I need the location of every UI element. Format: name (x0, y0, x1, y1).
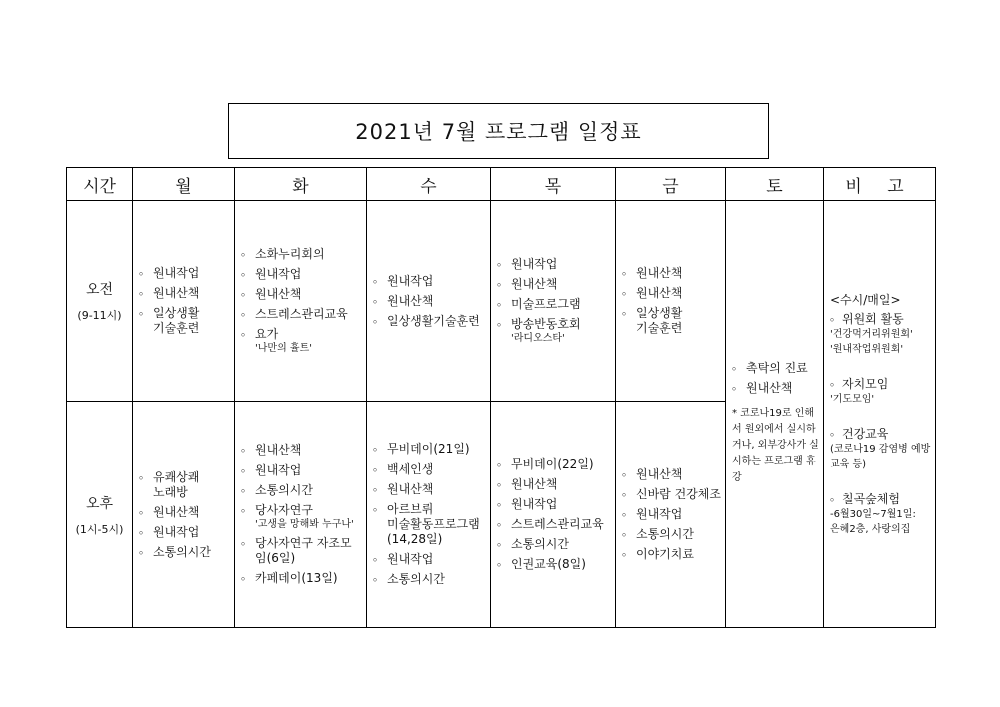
program-item (732, 381, 819, 396)
program-label: 원내산책 (511, 477, 558, 491)
cell-sat-am (726, 201, 824, 402)
header-thu: 목 (491, 168, 616, 201)
program-label: 원내산책 (636, 467, 683, 481)
program-label: 방송반동호회 (511, 317, 581, 331)
header-sat: 토 (726, 168, 824, 201)
program-item (497, 317, 611, 345)
program-label: 요가 (255, 327, 279, 341)
program-item (373, 552, 486, 567)
program-label: 원내작업 (255, 463, 302, 477)
program-item (139, 286, 230, 301)
program-label: 일상생활 기술훈련 (153, 306, 200, 335)
program-item (373, 572, 486, 587)
program-item (622, 547, 721, 562)
program-label: 신바람 건강체조 (636, 487, 721, 501)
slot-afternoon (67, 402, 133, 628)
cell-sat-pm (726, 402, 824, 628)
remarks-detail: '기도모임' (830, 393, 875, 405)
cell-thu-am (491, 201, 616, 402)
program-item (241, 307, 362, 322)
program-item (373, 314, 486, 329)
program-item (373, 442, 486, 457)
program-item (139, 266, 230, 281)
program-item (622, 306, 721, 336)
program-item (241, 571, 362, 586)
program-label: 이야기치료 (636, 547, 694, 561)
row-afternoon (67, 402, 936, 628)
remarks-detail: '원내작업위원회' (830, 343, 904, 355)
schedule-table (66, 167, 936, 628)
program-item (373, 294, 486, 309)
program-label: 무비데이(21일) (387, 442, 470, 456)
slot-morning (67, 201, 133, 402)
program-label: 인권교육(8일) (511, 557, 586, 571)
program-label: 소통의시간 (255, 483, 313, 497)
program-item (373, 502, 486, 547)
program-note: '나만의 휼트' (255, 343, 312, 354)
program-item (139, 470, 230, 500)
program-label: 소통의시간 (511, 537, 569, 551)
program-item (241, 287, 362, 302)
remarks-block (824, 292, 935, 537)
program-label: 일상생활기술훈련 (387, 313, 480, 328)
program-label: 원내산책 (255, 287, 302, 301)
program-item (139, 545, 230, 560)
cell-tue-am (235, 201, 367, 402)
remarks-detail: 은혜2층, 사랑의집 (830, 523, 911, 535)
covid-note: * 코로나19로 인해서 원외에서 실시하거나, 외부강사가 실시하는 프로그램 휴강 (732, 407, 819, 483)
header-row (67, 168, 936, 201)
program-label: 원내산책 (511, 277, 558, 291)
cell-thu-pm (491, 402, 616, 628)
cell-fri-am (616, 201, 726, 402)
program-item (241, 463, 362, 478)
remarks-detail: '건강먹거리위원회' (830, 328, 913, 340)
program-item (497, 257, 611, 272)
remarks-gap (830, 407, 931, 423)
program-label: 원내산책 (387, 293, 434, 308)
program-label: 당사자연구 (255, 503, 313, 517)
remarks-item: 。 위원회 활동 (830, 312, 931, 327)
program-item (241, 503, 362, 531)
program-label: 원내작업 (153, 524, 200, 539)
program-note: '고생을 망해봐 누구나' (255, 519, 354, 530)
slot-time: (9-11시) (77, 309, 122, 322)
program-label: 유쾌상쾌 노래방 (153, 469, 200, 499)
program-item (373, 462, 486, 477)
program-item (497, 277, 611, 292)
remarks-header: <수시/매일> (830, 292, 901, 307)
program-label: 무비데이(22일) (511, 457, 594, 471)
program-label: 카페데이(13일) (255, 571, 338, 585)
program-label: 원내작업 (255, 267, 302, 281)
program-item (497, 477, 611, 492)
program-item (241, 443, 362, 458)
program-label: 미술프로그램 (511, 297, 581, 311)
row-morning (67, 201, 936, 402)
remarks-detail: -6월30일~7월1일: (830, 508, 916, 520)
slot-name: 오후 (85, 495, 114, 512)
program-label: 소통의시간 (387, 572, 445, 586)
program-label: 원내작업 (511, 497, 558, 511)
program-item (497, 457, 611, 472)
slot-time: (1시-5시) (75, 522, 124, 536)
program-item (373, 482, 486, 497)
program-item (497, 297, 611, 312)
program-label: 촉탁의 진료 (746, 360, 808, 375)
program-item (139, 306, 230, 336)
program-label: 원내산책 (746, 380, 793, 395)
header-wed: 수 (367, 168, 491, 201)
program-label: 소통의시간 (636, 527, 694, 541)
header-remarks: 비 고 (824, 168, 936, 201)
program-item (373, 274, 486, 289)
program-label: 소통의시간 (153, 544, 211, 559)
cell-tue-pm (235, 402, 367, 628)
program-item (497, 497, 611, 512)
cell-mon-am (133, 201, 235, 402)
remarks-item: 。 칠곡숲체험 (830, 492, 931, 507)
remarks-detail: (코로나19 감염병 예방교육 등) (830, 443, 931, 470)
program-item (732, 361, 819, 376)
program-label: 아르브뤼 미술활동프로그램 (14,28일) (387, 502, 480, 546)
header-mon: 월 (133, 168, 235, 201)
program-item (622, 286, 721, 301)
program-item (497, 557, 611, 572)
remarks-item: 。 자치모임 (830, 377, 931, 392)
program-item (241, 483, 362, 498)
header-time: 시간 (67, 168, 133, 201)
program-label: 원내산책 (636, 266, 683, 280)
program-label: 당사자연구 자조모임(6일) (255, 536, 352, 565)
cell-remarks (824, 201, 936, 628)
cell-wed-pm (367, 402, 491, 628)
program-item (622, 266, 721, 281)
cell-fri-pm (616, 402, 726, 628)
program-label: 원내산책 (153, 504, 200, 519)
program-note: '라디오스타' (511, 333, 565, 344)
program-item (241, 247, 362, 262)
slot-name: 오전 (85, 282, 114, 298)
program-item (622, 487, 721, 502)
header-fri: 금 (616, 168, 726, 201)
cell-mon-pm (133, 402, 235, 628)
header-tue: 화 (235, 168, 367, 201)
program-label: 원내산책 (153, 286, 200, 300)
program-item (622, 467, 721, 482)
program-item (622, 527, 721, 542)
program-item (139, 525, 230, 540)
program-label: 원내작업 (387, 273, 434, 288)
program-label: 원내산책 (636, 286, 683, 300)
program-label: 원내작업 (387, 552, 434, 566)
program-label: 원내작업 (636, 507, 683, 521)
program-label: 원내작업 (511, 257, 558, 271)
program-label: 스트레스관리교육 (255, 307, 348, 321)
program-item (139, 505, 230, 520)
cell-wed-am (367, 201, 491, 402)
program-label: 백세인생 (387, 462, 434, 476)
remarks-gap (830, 357, 931, 373)
remarks-item: 。 건강교육 (830, 427, 931, 442)
program-label: 소화누리회의 (255, 247, 325, 261)
remarks-gap (830, 472, 931, 488)
program-label: 스트레스관리교육 (511, 517, 604, 531)
page-title: 2021년 7월 프로그램 일정표 (228, 103, 769, 159)
program-item (241, 327, 362, 355)
program-item (241, 536, 362, 566)
program-label: 원내작업 (153, 266, 200, 280)
program-item (241, 267, 362, 282)
program-label: 원내산책 (255, 443, 302, 457)
program-label: 원내산책 (387, 482, 434, 496)
program-item (622, 507, 721, 522)
program-item (497, 537, 611, 552)
program-item (497, 517, 611, 532)
program-label: 일상생활 기술훈련 (636, 306, 683, 335)
